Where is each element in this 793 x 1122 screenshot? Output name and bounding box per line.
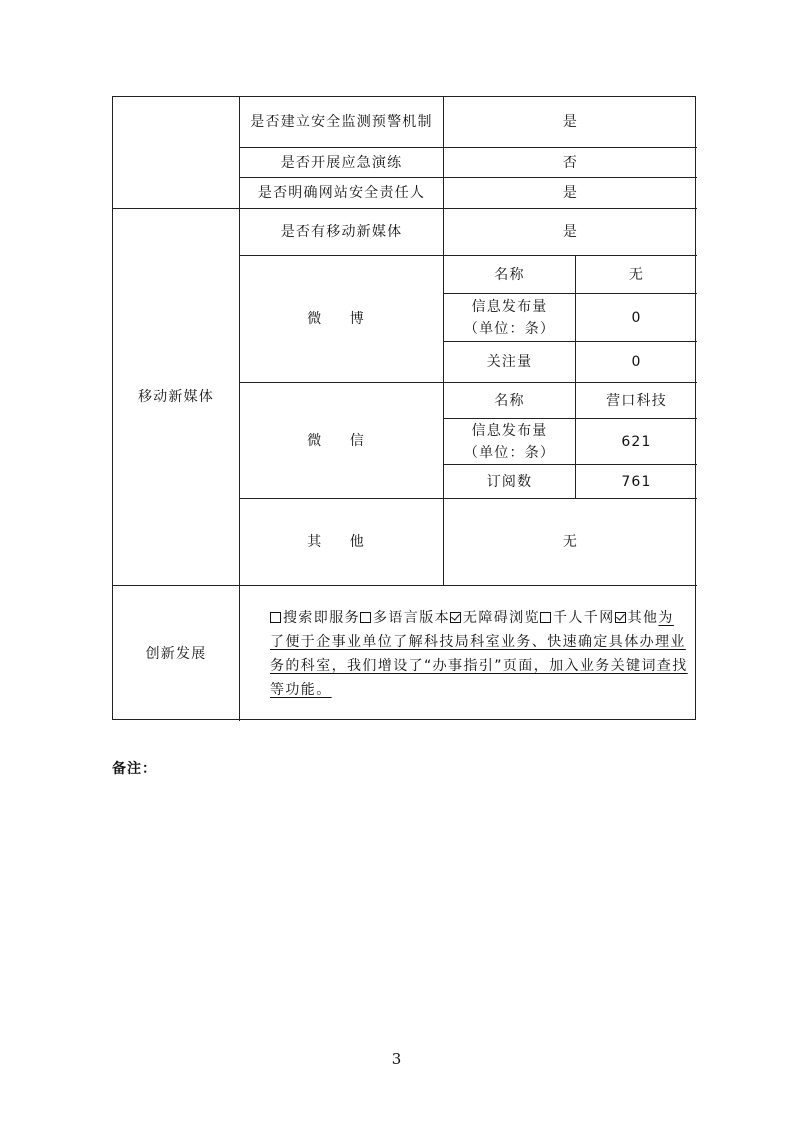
drill-value: 否 xyxy=(444,148,697,178)
weibo-posts-label-line1: 信息发布量 xyxy=(471,298,548,315)
weibo-posts-label-line2: （单位：条） xyxy=(463,320,556,337)
innovation-options xyxy=(270,610,658,626)
drill-label: 是否开展应急演练 xyxy=(240,148,444,178)
other-label: 其 他 xyxy=(240,499,444,586)
option-other-label: 其他 xyxy=(627,610,659,626)
innovation-section-label: 创新发展 xyxy=(113,586,240,721)
has-mobile-label: 是否有移动新媒体 xyxy=(240,209,444,256)
checkbox-multilingual[interactable] xyxy=(360,612,371,623)
responsible-value: 是 xyxy=(444,178,697,209)
option-accessibility-label: 无障碍浏览 xyxy=(463,610,540,626)
weibo-label: 微 博 xyxy=(240,256,444,383)
option-search-service-label: 搜索即服务 xyxy=(283,610,360,626)
wechat-posts-label-line2: （单位：条） xyxy=(463,444,556,461)
report-table xyxy=(112,96,696,720)
weibo-name-label: 名称 xyxy=(444,256,576,294)
weibo-followers-label: 关注量 xyxy=(444,342,576,383)
checkbox-other[interactable] xyxy=(615,612,626,623)
wechat-name-label: 名称 xyxy=(444,383,576,419)
option-multilingual-label: 多语言版本 xyxy=(373,610,450,626)
monitoring-value: 是 xyxy=(444,97,697,148)
weibo-name-value: 无 xyxy=(576,256,697,294)
weibo-followers-value: 0 xyxy=(576,342,697,383)
option-personalized-label: 千人千网 xyxy=(553,610,615,626)
has-mobile-value: 是 xyxy=(444,209,697,256)
wechat-label: 微 信 xyxy=(240,383,444,499)
wechat-posts-label-line1: 信息发布量 xyxy=(471,422,548,439)
mobile-media-section-label: 移动新媒体 xyxy=(113,209,240,586)
wechat-posts-label xyxy=(444,419,576,465)
other-value: 无 xyxy=(444,499,697,586)
page-number: 3 xyxy=(391,1050,402,1068)
wechat-subs-label: 订阅数 xyxy=(444,465,576,499)
checkbox-accessibility[interactable] xyxy=(450,612,461,623)
wechat-posts-value: 621 xyxy=(576,419,697,465)
innovation-description: 为了便于企事业单位了解科技局科室业务、快速确定具体办理业务的科室，我们增设了“办事指引”页面，加入业务关键词查找等功能。 xyxy=(270,610,688,698)
weibo-posts-value: 0 xyxy=(576,294,697,342)
monitoring-label: 是否建立安全监测预警机制 xyxy=(240,97,444,148)
innovation-content xyxy=(240,586,697,721)
weibo-posts-label xyxy=(444,294,576,342)
responsible-label: 是否明确网站安全责任人 xyxy=(240,178,444,209)
wechat-name-value: 营口科技 xyxy=(576,383,697,419)
security-section-cell xyxy=(113,97,240,209)
wechat-subs-value: 761 xyxy=(576,465,697,499)
checkbox-personalized[interactable] xyxy=(540,612,551,623)
checkbox-search-service[interactable] xyxy=(270,612,281,623)
remark-label: 备注： xyxy=(112,761,157,777)
